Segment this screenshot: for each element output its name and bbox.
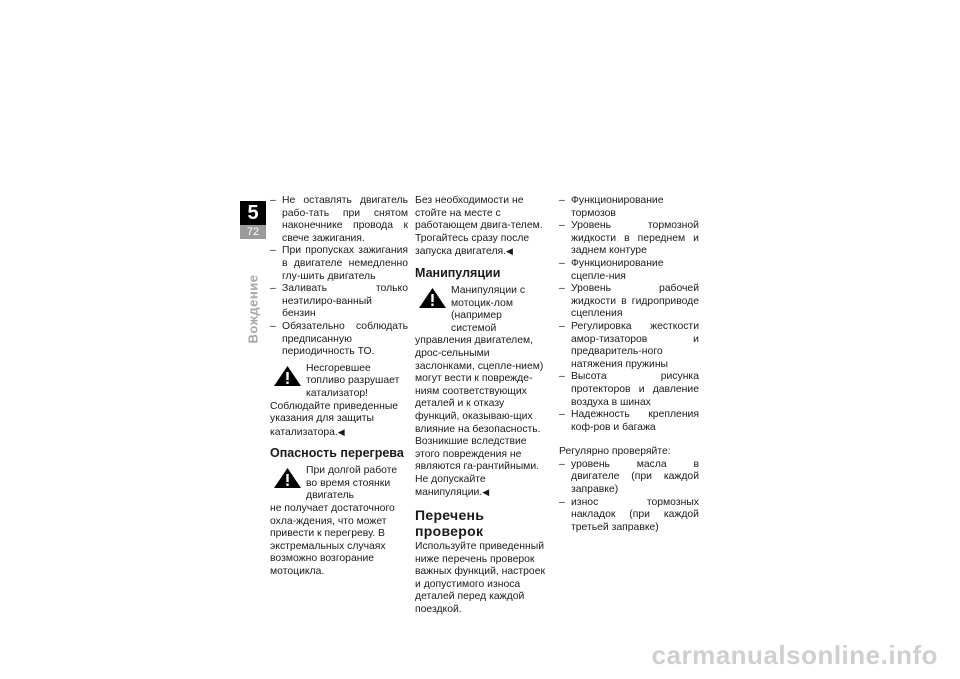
- regular-check-label: Регулярно проверяйте:: [559, 446, 671, 458]
- end-marker-icon: ◀: [337, 426, 345, 437]
- warning-text: Несгоревшее топливо разрушает катализатор!: [306, 362, 400, 399]
- warning-triangle-icon: [273, 365, 302, 387]
- chapter-side-title: Вождение: [245, 274, 261, 344]
- chapter-number: 5: [240, 201, 266, 225]
- overheat-text-cont: не получает достаточного охла-ждения, что может привести к перегреву. В экстремальных случаях возможно возгорание мотоцикла.: [270, 503, 395, 578]
- watermark: carmanualsonline.info: [651, 640, 938, 670]
- column-1: [270, 195, 408, 579]
- warning-text-cont: Соблюдайте приведенные указания для защиты катализатора.: [270, 400, 399, 438]
- check-item: – Функционирование тормозов: [559, 195, 699, 220]
- regular-check-item: – износ тормозных накладок (при каждой третьей заправке): [559, 497, 699, 535]
- manipulation-warning: [415, 285, 548, 335]
- manipulation-text: Манипуляции с мотоцик-лом (например системой: [451, 284, 526, 334]
- check-item: – Уровень рабочей жидкости в гидроприводе сцепления: [559, 283, 699, 321]
- list-item: – Обязательно соблюдать предписанную периодичность ТО.: [270, 321, 408, 359]
- manipulation-last: Не допускайте манипуляции.: [415, 473, 486, 499]
- checklist-intro: Используйте приведенный ниже перечень проверок важных функций, настроек и допустимого износа деталей перед каждой поездкой.: [415, 541, 546, 616]
- overheat-warning: [270, 465, 408, 503]
- column-3: [559, 195, 699, 534]
- check-item: – Высота рисунка протекторов и давление воздуха в шинах: [559, 371, 699, 409]
- intro-text: Без необходимости не стойте на месте с работающем двига-телем. Трогайтесь сразу после запуска двигателя.: [415, 195, 543, 258]
- regular-check-item: – уровень масла в двигателе (при каждой заправке): [559, 459, 699, 497]
- heading-manipulations: Манипуляции: [415, 265, 501, 280]
- catalyst-warning: [270, 363, 408, 401]
- end-marker-icon: ◀: [506, 246, 513, 257]
- heading-checklist: Перечень проверок: [415, 507, 485, 540]
- check-item: – Функционирование сцепле-ния: [559, 258, 699, 283]
- chapter-tab: [240, 201, 266, 239]
- manipulation-text-cont: управления двигателем, дрос-сельными заслонками, сцепле-нием) могут вести к поврежде-ниям соответствующих деталей и к отказу функций, оказываю-щих влияние на безопасность. Возникшие вследствие этого повреждения не являются га-рантийными.: [415, 335, 544, 473]
- heading-overheat: Опасность перегрева: [270, 446, 404, 461]
- list-item: – При пропусках зажигания в двигателе немедленно глу-шить двигатель: [270, 245, 408, 283]
- check-item: – Уровень тормозной жидкости в переднем и заднем контуре: [559, 220, 699, 258]
- column-2: [415, 195, 548, 617]
- page-number: 72: [240, 225, 266, 239]
- check-item: – Регулировка жесткости амор-тизаторов и предваритель-ного натяжения пружины: [559, 321, 699, 371]
- check-item: – Надежность крепления коф-ров и багажа: [559, 409, 699, 434]
- end-marker-icon: ◀: [482, 487, 490, 498]
- overheat-text: При долгой работе во время стоянки двигатель: [306, 465, 398, 502]
- list-item: – Заливать только неэтилиро-ванный бензин: [270, 283, 408, 321]
- warning-triangle-icon: [418, 287, 447, 309]
- list-item: – Не оставлять двигатель рабо-тать при снятом наконечнике провода к свече зажигания.: [270, 195, 408, 245]
- warning-triangle-icon: [273, 467, 302, 489]
